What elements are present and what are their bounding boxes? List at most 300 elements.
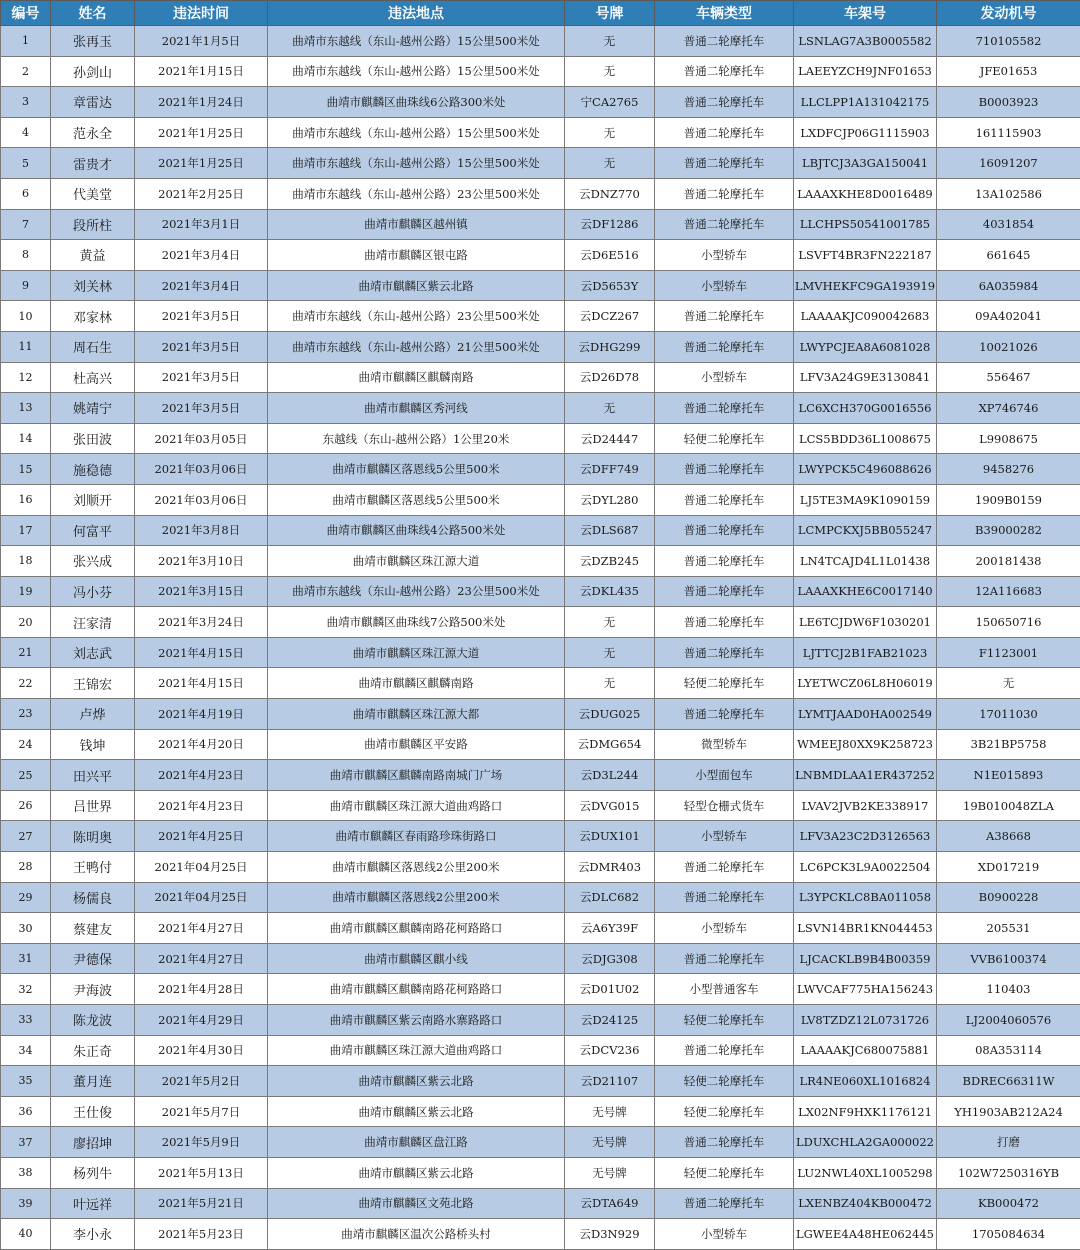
cell-violation-location: 曲靖市麒麟区平安路 — [268, 729, 565, 760]
cell-violation-time: 2021年3月4日 — [135, 270, 268, 301]
cell-plate: 云DNZ770 — [565, 178, 655, 209]
cell-vehicle-type: 普通二轮摩托车 — [655, 301, 794, 332]
cell-plate: 云DUX101 — [565, 821, 655, 852]
cell-engine-no: 12A116683 — [937, 576, 1080, 607]
cell-engine-no: 556467 — [937, 362, 1080, 393]
cell-violation-time: 2021年1月25日 — [135, 148, 268, 179]
table-row — [1, 515, 1080, 546]
cell-vin: LXDFCJP06G1115903 — [794, 117, 937, 148]
table-row — [1, 576, 1080, 607]
cell-id: 34 — [1, 1035, 51, 1066]
cell-id: 29 — [1, 882, 51, 913]
cell-engine-no: 102W7250316YB — [937, 1157, 1080, 1188]
cell-violation-location: 曲靖市麒麟区麒麟南路 — [268, 668, 565, 699]
cell-vin: LGWEE4A48HE062445 — [794, 1219, 937, 1250]
cell-name: 代美堂 — [51, 178, 135, 209]
cell-engine-no: 110403 — [937, 974, 1080, 1005]
cell-vehicle-type: 小型轿车 — [655, 270, 794, 301]
cell-violation-time: 2021年4月23日 — [135, 790, 268, 821]
cell-id: 5 — [1, 148, 51, 179]
cell-violation-time: 2021年3月10日 — [135, 546, 268, 577]
table-body — [1, 26, 1080, 1250]
cell-vehicle-type: 普通二轮摩托车 — [655, 454, 794, 485]
cell-id: 30 — [1, 913, 51, 944]
cell-name: 周石生 — [51, 331, 135, 362]
cell-vehicle-type: 普通二轮摩托车 — [655, 515, 794, 546]
cell-violation-time: 2021年4月25日 — [135, 821, 268, 852]
cell-vehicle-type: 普通二轮摩托车 — [655, 484, 794, 515]
cell-id: 17 — [1, 515, 51, 546]
cell-violation-location: 曲靖市麒麟区紫云北路 — [268, 270, 565, 301]
cell-id: 14 — [1, 423, 51, 454]
table-row — [1, 1005, 1080, 1036]
cell-violation-time: 2021年04月25日 — [135, 852, 268, 883]
cell-vin: WMEEJ80XX9K258723 — [794, 729, 937, 760]
cell-violation-location: 曲靖市东越线（东山-越州公路）23公里500米处 — [268, 576, 565, 607]
cell-violation-location: 曲靖市麒麟区秀河线 — [268, 393, 565, 424]
cell-plate: 无号牌 — [565, 1096, 655, 1127]
cell-violation-time: 2021年3月15日 — [135, 576, 268, 607]
cell-engine-no: 161115903 — [937, 117, 1080, 148]
header-vehicle-type: 车辆类型 — [655, 1, 794, 26]
cell-violation-location: 曲靖市麒麟区麒麟南路花柯路路口 — [268, 974, 565, 1005]
cell-vin: LDUXCHLA2GA000022 — [794, 1127, 937, 1158]
cell-engine-no: 3B21BP5758 — [937, 729, 1080, 760]
cell-name: 王仕俊 — [51, 1096, 135, 1127]
cell-id: 35 — [1, 1066, 51, 1097]
cell-name: 雷贵才 — [51, 148, 135, 179]
table-row — [1, 393, 1080, 424]
cell-vehicle-type: 普通二轮摩托车 — [655, 331, 794, 362]
cell-vehicle-type: 普通二轮摩托车 — [655, 852, 794, 883]
table-row — [1, 331, 1080, 362]
cell-plate: 云D3N929 — [565, 1219, 655, 1250]
cell-vin: LFV3A23C2D3126563 — [794, 821, 937, 852]
cell-vin: LAAAXKHE6C0017140 — [794, 576, 937, 607]
cell-engine-no: 10021026 — [937, 331, 1080, 362]
cell-violation-time: 2021年5月9日 — [135, 1127, 268, 1158]
cell-id: 40 — [1, 1219, 51, 1250]
cell-engine-no: 4031854 — [937, 209, 1080, 240]
table-row — [1, 821, 1080, 852]
cell-id: 25 — [1, 760, 51, 791]
table-row — [1, 178, 1080, 209]
cell-plate: 云D24447 — [565, 423, 655, 454]
cell-engine-no: YH1903AB212A24 — [937, 1096, 1080, 1127]
cell-engine-no: VVB6100374 — [937, 943, 1080, 974]
cell-vin: LN4TCAJD4L1L01438 — [794, 546, 937, 577]
cell-vehicle-type: 轻便二轮摩托车 — [655, 1096, 794, 1127]
cell-vin: LJ5TE3MA9K1090159 — [794, 484, 937, 515]
cell-id: 19 — [1, 576, 51, 607]
table-row — [1, 56, 1080, 87]
cell-violation-location: 曲靖市麒麟区越州镇 — [268, 209, 565, 240]
cell-violation-time: 2021年5月13日 — [135, 1157, 268, 1188]
cell-plate: 云DMG654 — [565, 729, 655, 760]
cell-name: 黄益 — [51, 240, 135, 271]
cell-vin: LWYPCK5C496088626 — [794, 454, 937, 485]
cell-plate: 无 — [565, 607, 655, 638]
cell-id: 27 — [1, 821, 51, 852]
cell-id: 9 — [1, 270, 51, 301]
cell-plate: 无号牌 — [565, 1157, 655, 1188]
cell-vin: LXENBZ404KB000472 — [794, 1188, 937, 1219]
header-name: 姓名 — [51, 1, 135, 26]
cell-vin: LSVFT4BR3FN222187 — [794, 240, 937, 271]
cell-name: 廖招坤 — [51, 1127, 135, 1158]
cell-name: 钱坤 — [51, 729, 135, 760]
cell-engine-no: B0900228 — [937, 882, 1080, 913]
table-row — [1, 87, 1080, 118]
cell-id: 26 — [1, 790, 51, 821]
cell-vin: LYETWCZ06L8H06019 — [794, 668, 937, 699]
cell-id: 18 — [1, 546, 51, 577]
cell-violation-location: 曲靖市麒麟区麒小线 — [268, 943, 565, 974]
cell-violation-time: 2021年3月5日 — [135, 362, 268, 393]
cell-plate: 云DFF749 — [565, 454, 655, 485]
cell-vin: LSNLAG7A3B0005582 — [794, 26, 937, 57]
table-row — [1, 484, 1080, 515]
cell-plate: 云DLC682 — [565, 882, 655, 913]
cell-name: 陈龙波 — [51, 1005, 135, 1036]
cell-vehicle-type: 轻便二轮摩托车 — [655, 423, 794, 454]
cell-violation-location: 曲靖市麒麟区春雨路珍珠街路口 — [268, 821, 565, 852]
cell-id: 28 — [1, 852, 51, 883]
cell-id: 37 — [1, 1127, 51, 1158]
cell-vin: LSVN14BR1KN044453 — [794, 913, 937, 944]
cell-engine-no: 09A402041 — [937, 301, 1080, 332]
cell-engine-no: BDREC66311W — [937, 1066, 1080, 1097]
cell-violation-time: 2021年4月23日 — [135, 760, 268, 791]
cell-id: 21 — [1, 637, 51, 668]
cell-vin: LC6XCH370G0016556 — [794, 393, 937, 424]
header-row — [1, 1, 1080, 26]
cell-violation-location: 曲靖市麒麟区银屯路 — [268, 240, 565, 271]
cell-vin: LBJTCJ3A3GA150041 — [794, 148, 937, 179]
cell-vin: LJTTCJ2B1FAB21023 — [794, 637, 937, 668]
table-row — [1, 1096, 1080, 1127]
cell-violation-location: 曲靖市麒麟区盘江路 — [268, 1127, 565, 1158]
cell-vin: LR4NE060XL1016824 — [794, 1066, 937, 1097]
cell-name: 杨儒良 — [51, 882, 135, 913]
cell-violation-time: 2021年5月2日 — [135, 1066, 268, 1097]
cell-name: 吕世界 — [51, 790, 135, 821]
cell-violation-time: 2021年3月5日 — [135, 331, 268, 362]
cell-vehicle-type: 普通二轮摩托车 — [655, 699, 794, 730]
cell-name: 卢烨 — [51, 699, 135, 730]
cell-violation-location: 曲靖市麒麟区文苑北路 — [268, 1188, 565, 1219]
cell-name: 叶远祥 — [51, 1188, 135, 1219]
cell-vehicle-type: 普通二轮摩托车 — [655, 87, 794, 118]
table-row — [1, 882, 1080, 913]
cell-id: 10 — [1, 301, 51, 332]
cell-engine-no: 16091207 — [937, 148, 1080, 179]
header-vin: 车架号 — [794, 1, 937, 26]
cell-name: 张再玉 — [51, 26, 135, 57]
cell-engine-no: L9908675 — [937, 423, 1080, 454]
cell-violation-location: 曲靖市麒麟区温次公路桥头村 — [268, 1219, 565, 1250]
cell-violation-time: 2021年2月25日 — [135, 178, 268, 209]
cell-engine-no: N1E015893 — [937, 760, 1080, 791]
header-id: 编号 — [1, 1, 51, 26]
cell-violation-time: 2021年3月1日 — [135, 209, 268, 240]
cell-plate: 无 — [565, 26, 655, 57]
cell-violation-time: 2021年04月25日 — [135, 882, 268, 913]
cell-plate: 云DLS687 — [565, 515, 655, 546]
cell-engine-no: 08A353114 — [937, 1035, 1080, 1066]
cell-engine-no: 150650716 — [937, 607, 1080, 638]
cell-engine-no: 6A035984 — [937, 270, 1080, 301]
cell-plate: 云D6E516 — [565, 240, 655, 271]
cell-plate: 无 — [565, 56, 655, 87]
header-plate: 号牌 — [565, 1, 655, 26]
cell-violation-time: 2021年1月24日 — [135, 87, 268, 118]
cell-plate: 云D26D78 — [565, 362, 655, 393]
cell-vin: LMVHEKFC9GA193919 — [794, 270, 937, 301]
cell-id: 20 — [1, 607, 51, 638]
cell-name: 刘顺开 — [51, 484, 135, 515]
cell-vin: LU2NWL40XL1005298 — [794, 1157, 937, 1188]
cell-violation-location: 曲靖市东越线（东山-越州公路）15公里500米处 — [268, 148, 565, 179]
cell-id: 3 — [1, 87, 51, 118]
cell-name: 尹海波 — [51, 974, 135, 1005]
cell-violation-location: 曲靖市东越线（东山-越州公路）23公里500米处 — [268, 301, 565, 332]
cell-violation-location: 曲靖市麒麟区紫云北路 — [268, 1157, 565, 1188]
cell-plate: 云D01U02 — [565, 974, 655, 1005]
cell-engine-no: 19B010048ZLA — [937, 790, 1080, 821]
cell-violation-location: 曲靖市麒麟区麒麟南路 — [268, 362, 565, 393]
cell-violation-time: 2021年4月15日 — [135, 637, 268, 668]
cell-vehicle-type: 普通二轮摩托车 — [655, 26, 794, 57]
cell-vehicle-type: 轻便二轮摩托车 — [655, 1066, 794, 1097]
table-row — [1, 362, 1080, 393]
cell-name: 何富平 — [51, 515, 135, 546]
cell-violation-time: 2021年4月30日 — [135, 1035, 268, 1066]
cell-id: 24 — [1, 729, 51, 760]
table-row — [1, 270, 1080, 301]
table-row — [1, 760, 1080, 791]
table-row — [1, 668, 1080, 699]
cell-name: 姚靖宁 — [51, 393, 135, 424]
cell-vehicle-type: 微型轿车 — [655, 729, 794, 760]
cell-name: 张田波 — [51, 423, 135, 454]
cell-name: 刘志武 — [51, 637, 135, 668]
cell-name: 段所柱 — [51, 209, 135, 240]
cell-id: 7 — [1, 209, 51, 240]
cell-name: 蔡建友 — [51, 913, 135, 944]
cell-vehicle-type: 普通二轮摩托车 — [655, 1188, 794, 1219]
cell-vehicle-type: 普通二轮摩托车 — [655, 607, 794, 638]
table-row — [1, 1188, 1080, 1219]
table-row — [1, 607, 1080, 638]
cell-vin: LCMPCKXJ5BB055247 — [794, 515, 937, 546]
cell-vin: LV8TZDZ12L0731726 — [794, 1005, 937, 1036]
cell-vin: LLCHPS50541001785 — [794, 209, 937, 240]
cell-name: 王鸭付 — [51, 852, 135, 883]
table-row — [1, 699, 1080, 730]
table-row — [1, 974, 1080, 1005]
cell-violation-time: 2021年1月25日 — [135, 117, 268, 148]
cell-vehicle-type: 轻便二轮摩托车 — [655, 1005, 794, 1036]
cell-violation-location: 曲靖市麒麟区珠江源大道 — [268, 637, 565, 668]
cell-violation-location: 曲靖市麒麟区落恩线5公里500米 — [268, 484, 565, 515]
cell-vehicle-type: 普通二轮摩托车 — [655, 1035, 794, 1066]
cell-violation-time: 2021年1月15日 — [135, 56, 268, 87]
cell-name: 田兴平 — [51, 760, 135, 791]
cell-engine-no: 710105582 — [937, 26, 1080, 57]
cell-violation-time: 2021年4月19日 — [135, 699, 268, 730]
cell-plate: 云DYL280 — [565, 484, 655, 515]
table-row — [1, 26, 1080, 57]
cell-plate: 无 — [565, 148, 655, 179]
table-row — [1, 637, 1080, 668]
cell-violation-location: 曲靖市麒麟区曲珠线4公路500米处 — [268, 515, 565, 546]
cell-id: 2 — [1, 56, 51, 87]
cell-vehicle-type: 小型轿车 — [655, 821, 794, 852]
cell-vin: LAAAAKJC680075881 — [794, 1035, 937, 1066]
cell-violation-location: 曲靖市麒麟区落恩线5公里500米 — [268, 454, 565, 485]
cell-violation-location: 曲靖市麒麟区珠江源大都 — [268, 699, 565, 730]
cell-id: 31 — [1, 943, 51, 974]
cell-id: 33 — [1, 1005, 51, 1036]
cell-id: 39 — [1, 1188, 51, 1219]
cell-violation-location: 曲靖市麒麟区紫云北路 — [268, 1066, 565, 1097]
cell-engine-no: 9458276 — [937, 454, 1080, 485]
cell-plate: 云D24125 — [565, 1005, 655, 1036]
cell-violation-time: 2021年5月21日 — [135, 1188, 268, 1219]
cell-violation-location: 曲靖市麒麟区曲珠线6公路300米处 — [268, 87, 565, 118]
table-row — [1, 913, 1080, 944]
cell-violation-time: 2021年03月06日 — [135, 484, 268, 515]
cell-violation-time: 2021年4月27日 — [135, 913, 268, 944]
table-row — [1, 729, 1080, 760]
cell-id: 12 — [1, 362, 51, 393]
cell-vehicle-type: 小型轿车 — [655, 240, 794, 271]
cell-plate: 云D5653Y — [565, 270, 655, 301]
cell-vin: L3YPCKLC8BA011058 — [794, 882, 937, 913]
cell-engine-no: F1123001 — [937, 637, 1080, 668]
cell-name: 尹德保 — [51, 943, 135, 974]
cell-vin: LAAAAKJC090042683 — [794, 301, 937, 332]
table-row — [1, 117, 1080, 148]
cell-vehicle-type: 普通二轮摩托车 — [655, 1127, 794, 1158]
cell-violation-location: 曲靖市麒麟区曲珠线7公路500米处 — [268, 607, 565, 638]
cell-vehicle-type: 普通二轮摩托车 — [655, 882, 794, 913]
cell-plate: 无 — [565, 668, 655, 699]
cell-name: 邓家林 — [51, 301, 135, 332]
cell-engine-no: 1705084634 — [937, 1219, 1080, 1250]
cell-vehicle-type: 普通二轮摩托车 — [655, 209, 794, 240]
cell-plate: 宁CA2765 — [565, 87, 655, 118]
cell-vin: LWYPCJEA8A6081028 — [794, 331, 937, 362]
cell-id: 4 — [1, 117, 51, 148]
cell-vehicle-type: 普通二轮摩托车 — [655, 117, 794, 148]
cell-plate: 云DHG299 — [565, 331, 655, 362]
cell-name: 张兴成 — [51, 546, 135, 577]
cell-plate: 云D21107 — [565, 1066, 655, 1097]
table-row — [1, 1035, 1080, 1066]
cell-violation-time: 2021年4月29日 — [135, 1005, 268, 1036]
cell-vin: LE6TCJDW6F1030201 — [794, 607, 937, 638]
cell-plate: 无 — [565, 393, 655, 424]
cell-id: 11 — [1, 331, 51, 362]
cell-vin: LNBMDLAA1ER437252 — [794, 760, 937, 791]
cell-id: 16 — [1, 484, 51, 515]
cell-id: 36 — [1, 1096, 51, 1127]
cell-violation-time: 2021年5月23日 — [135, 1219, 268, 1250]
table-row — [1, 240, 1080, 271]
cell-name: 冯小芬 — [51, 576, 135, 607]
cell-violation-time: 2021年4月15日 — [135, 668, 268, 699]
table-row — [1, 209, 1080, 240]
cell-name: 施稳德 — [51, 454, 135, 485]
cell-id: 22 — [1, 668, 51, 699]
cell-violation-location: 曲靖市东越线（东山-越州公路）21公里500米处 — [268, 331, 565, 362]
cell-plate: 云DUG025 — [565, 699, 655, 730]
table-row — [1, 301, 1080, 332]
cell-engine-no: 17011030 — [937, 699, 1080, 730]
cell-plate: 云DJG308 — [565, 943, 655, 974]
cell-engine-no: 13A102586 — [937, 178, 1080, 209]
cell-engine-no: 打磨 — [937, 1127, 1080, 1158]
cell-violation-location: 曲靖市麒麟区麒麟南路花柯路路口 — [268, 913, 565, 944]
table-row — [1, 852, 1080, 883]
table-row — [1, 1127, 1080, 1158]
cell-vehicle-type: 轻便二轮摩托车 — [655, 1157, 794, 1188]
cell-vin: LLCLPP1A131042175 — [794, 87, 937, 118]
cell-vehicle-type: 小型轿车 — [655, 913, 794, 944]
table-header — [1, 1, 1080, 26]
table-row — [1, 943, 1080, 974]
cell-id: 32 — [1, 974, 51, 1005]
cell-violation-location: 东越线（东山-越州公路）1公里20米 — [268, 423, 565, 454]
cell-vehicle-type: 普通二轮摩托车 — [655, 393, 794, 424]
cell-engine-no: 无 — [937, 668, 1080, 699]
cell-name: 陈明奥 — [51, 821, 135, 852]
cell-plate: 云DMR403 — [565, 852, 655, 883]
cell-vehicle-type: 普通二轮摩托车 — [655, 56, 794, 87]
cell-name: 汪家清 — [51, 607, 135, 638]
cell-engine-no: A38668 — [937, 821, 1080, 852]
cell-engine-no: JFE01653 — [937, 56, 1080, 87]
cell-name: 孙剑山 — [51, 56, 135, 87]
cell-plate: 无号牌 — [565, 1127, 655, 1158]
cell-engine-no: 205531 — [937, 913, 1080, 944]
cell-name: 范永全 — [51, 117, 135, 148]
cell-vin: LWVCAF775HA156243 — [794, 974, 937, 1005]
cell-plate: 云DZB245 — [565, 546, 655, 577]
cell-plate: 云DKL435 — [565, 576, 655, 607]
cell-id: 23 — [1, 699, 51, 730]
cell-vin: LJCACKLB9B4B00359 — [794, 943, 937, 974]
cell-plate: 无 — [565, 117, 655, 148]
cell-vehicle-type: 小型轿车 — [655, 1219, 794, 1250]
cell-name: 王锦宏 — [51, 668, 135, 699]
cell-name: 杨列牛 — [51, 1157, 135, 1188]
cell-violation-time: 2021年4月28日 — [135, 974, 268, 1005]
cell-violation-time: 2021年03月05日 — [135, 423, 268, 454]
cell-violation-time: 2021年1月5日 — [135, 26, 268, 57]
cell-name: 朱正奇 — [51, 1035, 135, 1066]
cell-violation-location: 曲靖市东越线（东山-越州公路）15公里500米处 — [268, 56, 565, 87]
table-row — [1, 1066, 1080, 1097]
table-row — [1, 148, 1080, 179]
cell-violation-location: 曲靖市麒麟区麒麟南路南城门广场 — [268, 760, 565, 791]
cell-vin: LVAV2JVB2KE338917 — [794, 790, 937, 821]
table-row — [1, 1219, 1080, 1250]
table-row — [1, 1157, 1080, 1188]
cell-engine-no: B0003923 — [937, 87, 1080, 118]
